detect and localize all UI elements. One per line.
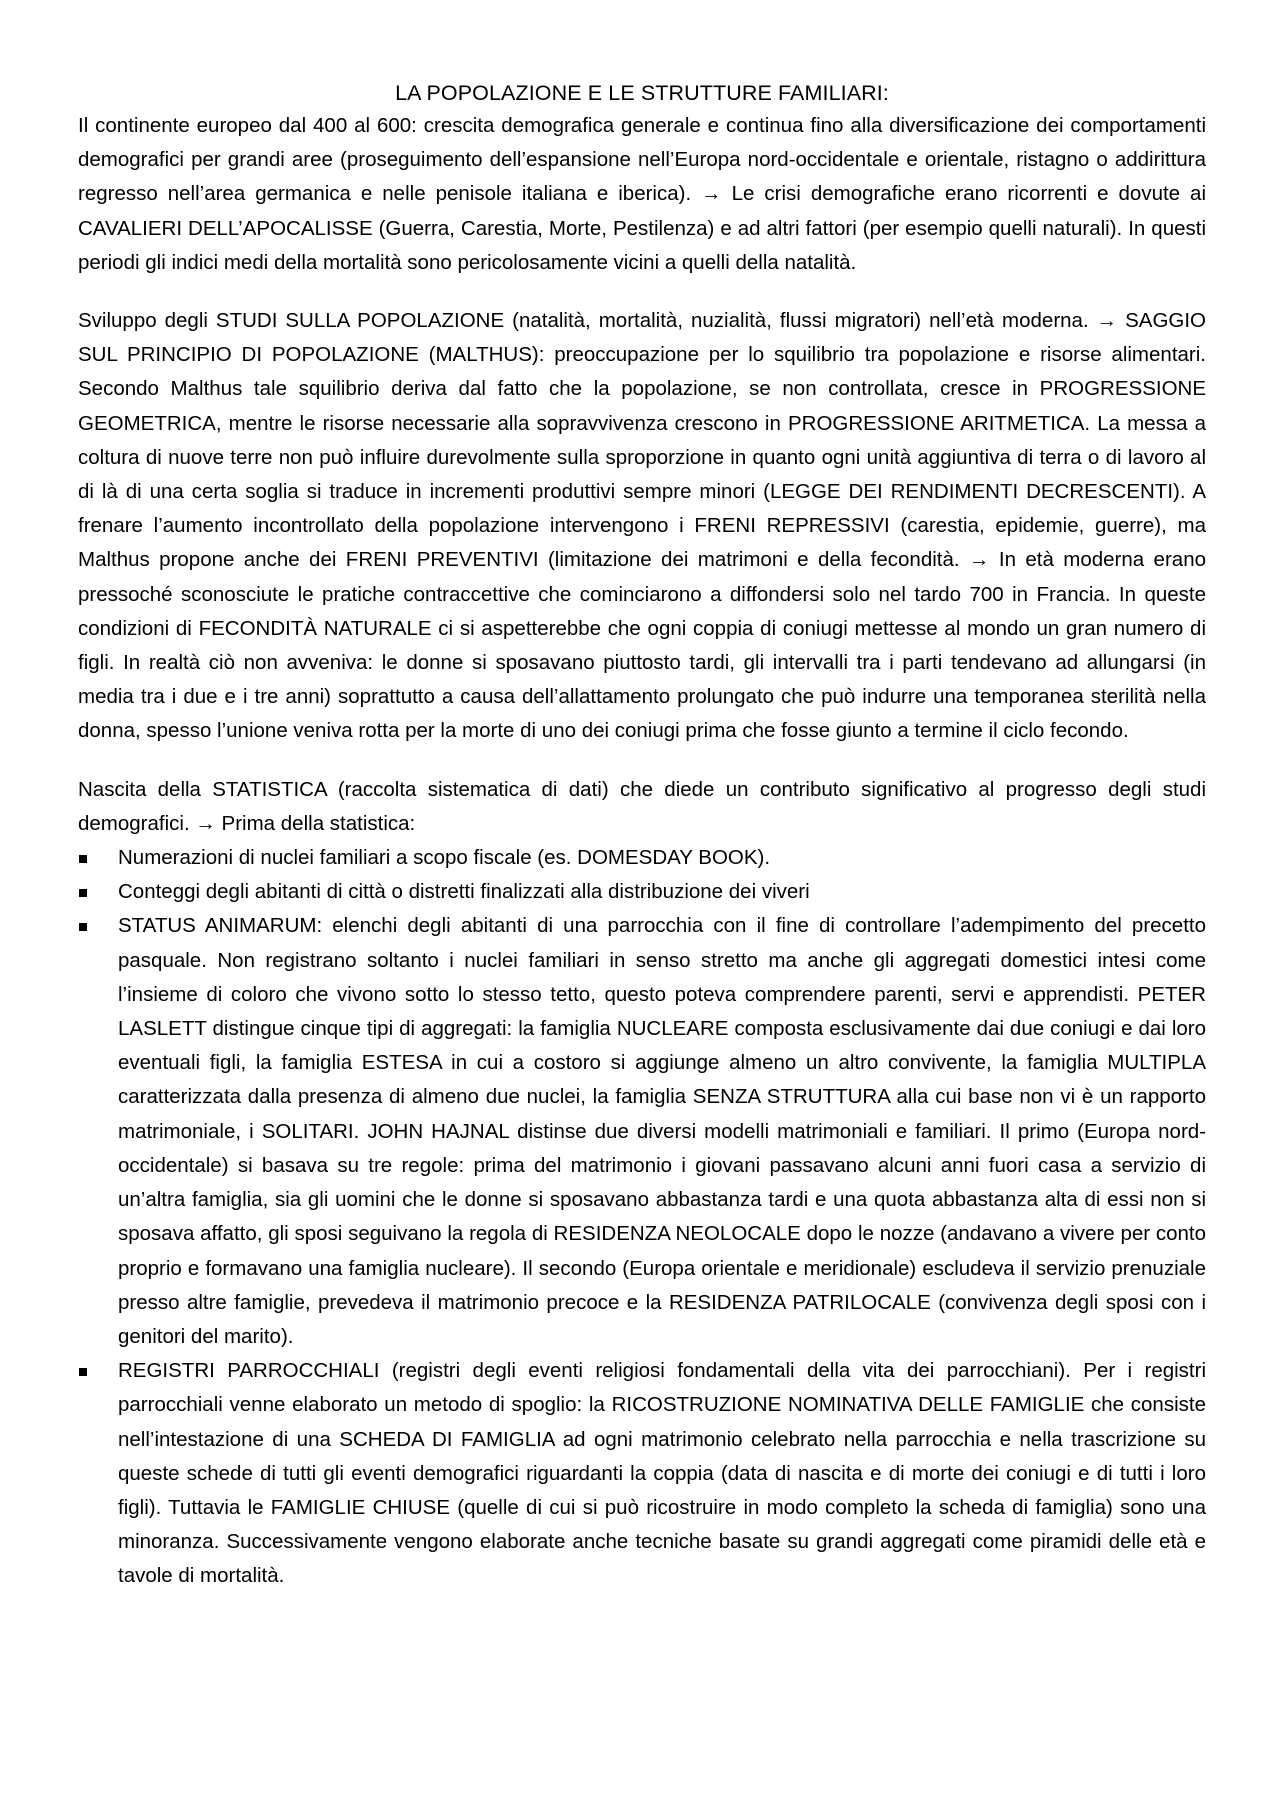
paragraph-statistics: Nascita della STATISTICA (raccolta sistematica di dati) che diede un contributo significativo al progresso degli studi demografici. → Prima della statistica:	[78, 777, 1206, 835]
list-item-text: STATUS ANIMARUM: elenchi degli abitanti di una parrocchia con il fine di controllare l’adempimento del precetto pasquale. Non registrano soltanto i nuclei familiari in senso stretto ma anche gli aggregati domestici intesi come l’insieme di coloro che vivono sotto lo stesso tetto, questo poteva comprendere parenti, servi e apprendisti. PETER LASLETT distingue cinque tipi di aggregati: la famiglia NUCLEARE composta esclusivamente dai due coniugi e dai loro eventuali figli, la famiglia ESTESA in cui a costoro si aggiunge almeno un altro convivente, la famiglia MULTIPLA caratterizzata dalla presenza di almeno due nuclei, la famiglia SENZA STRUTTURA alla cui base non vi è un rapporto matrimoniale, i SOLITARI. JOHN HAJNAL distinse due diversi modelli matrimoniali e familiari. Il primo (Europa nord-occidentale) si basava su tre regole: prima del matrimonio i giovani passavano alcuni anni fuori casa a servizio di un’altra famiglia, sia gli uomini che le donne si sposavano abbastanza tardi e una quota abbastanza alta di essi non si sposava affatto, gli sposi seguivano la regola di RESIDENZA NEOLOCALE dopo le nozze (andavano a vivere per conto proprio e formavano una famiglia nucleare). Il secondo (Europa orientale e meridionale) escludeva il servizio prenuziale presso altre famiglie, prevedeva il matrimonio precoce e la RESIDENZA PATRILOCALE (convivenza degli sposi con i genitori del marito).	[118, 914, 1206, 1348]
document-page	[78, 78, 1206, 1594]
square-bullet-icon	[79, 1368, 87, 1376]
paragraph-spacer	[78, 280, 1206, 304]
list-item	[78, 1354, 1206, 1593]
document-title: LA POPOLAZIONE E LE STRUTTURE FAMILIARI:	[395, 81, 889, 105]
list-item	[78, 909, 1206, 1354]
paragraph-malthus: Sviluppo degli STUDI SULLA POPOLAZIONE (natalità, mortalità, nuzialità, flussi migratori) nell’età moderna. → SAGGIO SUL PRINCIPIO DI POPOLAZIONE (MALTHUS): preoccupazione per lo squilibrio tra popolazione e risorse alimentari. Secondo Malthus tale squilibrio deriva dal fatto che la popolazione, se non controllata, cresce in PROGRESSIONE GEOMETRICA, mentre le risorse necessarie alla sopravvivenza crescono in PROGRESSIONE ARITMETICA. La messa a coltura di nuove terre non può influire durevolmente sulla sproporzione in quanto ogni unità aggiuntiva di terra o di lavoro al di là di una certa soglia si traduce in incrementi produttivi sempre minori (LEGGE DEI RENDIMENTI DECRESCENTI). A frenare l’aumento incontrollato della popolazione intervengono i FRENI REPRESSIVI (carestia, epidemie, guerre), ma Malthus propone anche dei FRENI PREVENTIVI (limitazione dei matrimoni e della fecondità. → In età moderna erano pressoché sconosciute le pratiche contraccettive che cominciarono a diffondersi solo nel tardo 700 in Francia. In queste condizioni di FECONDITÀ NATURALE ci si aspetterebbe che ogni coppia di coniugi mettesse al mondo un gran numero di figli. In realtà ciò non avveniva: le donne si sposavano piuttosto tardi, gli intervalli tra i parti tendevano ad allungarsi (in media tra i due e i tre anni) soprattutto a causa dell’allattamento prolungato che può indurre una temporanea sterilità nella donna, spesso l’unione veniva rotta per la morte di uno dei coniugi prima che fosse giunto a termine il ciclo fecondo.	[78, 309, 1206, 743]
list-item-text: REGISTRI PARROCCHIALI (registri degli eventi religiosi fondamentali della vita dei parrocchiani). Per i registri parrocchiali venne elaborato un metodo di spoglio: la RICOSTRUZIONE NOMINATIVA DELLE FAMIGLIE che consiste nell’intestazione di una SCHEDA DI FAMIGLIA ad ogni matrimonio celebrato nella parrocchia e nella trascrizione su queste schede di tutti gli eventi demografici riguardanti la coppia (data di nascita e di morte dei coniugi e di tutti i loro figli). Tuttavia le FAMIGLIE CHIUSE (quelle di cui si può ricostruire in modo completo la scheda di famiglia) sono una minoranza. Successivamente vengono elaborate anche tecniche basate su grandi aggregati come piramidi delle età e tavole di mortalità.	[118, 1359, 1206, 1588]
paragraph-population-europe: Il continente europeo dal 400 al 600: crescita demografica generale e continua fino alla diversificazione dei comportamenti demografici per grandi aree (proseguimento dell’espansione nell’Europa nord-occidentale e orientale, ristagno o addirittura regresso nell’area germanica e nelle penisole italiana e iberica). → Le crisi demografiche erano ricorrenti e dovute ai CAVALIERI DELL’APOCALISSE (Guerra, Carestia, Morte, Pestilenza) e ad altri fattori (per esempio quelli naturali). In questi periodi gli indici medi della mortalità sono pericolosamente vicini a quelli della natalità.	[78, 114, 1206, 274]
square-bullet-icon	[79, 923, 87, 931]
list-item-text: Conteggi degli abitanti di città o distretti finalizzati alla distribuzione dei viveri	[118, 880, 810, 904]
paragraph-spacer	[78, 749, 1206, 773]
square-bullet-icon	[79, 889, 87, 897]
list-item	[78, 875, 1206, 909]
bullet-list	[78, 841, 1206, 1593]
list-item	[78, 841, 1206, 875]
square-bullet-icon	[79, 855, 87, 863]
list-item-text: Numerazioni di nuclei familiari a scopo fiscale (es. DOMESDAY BOOK).	[118, 846, 771, 870]
